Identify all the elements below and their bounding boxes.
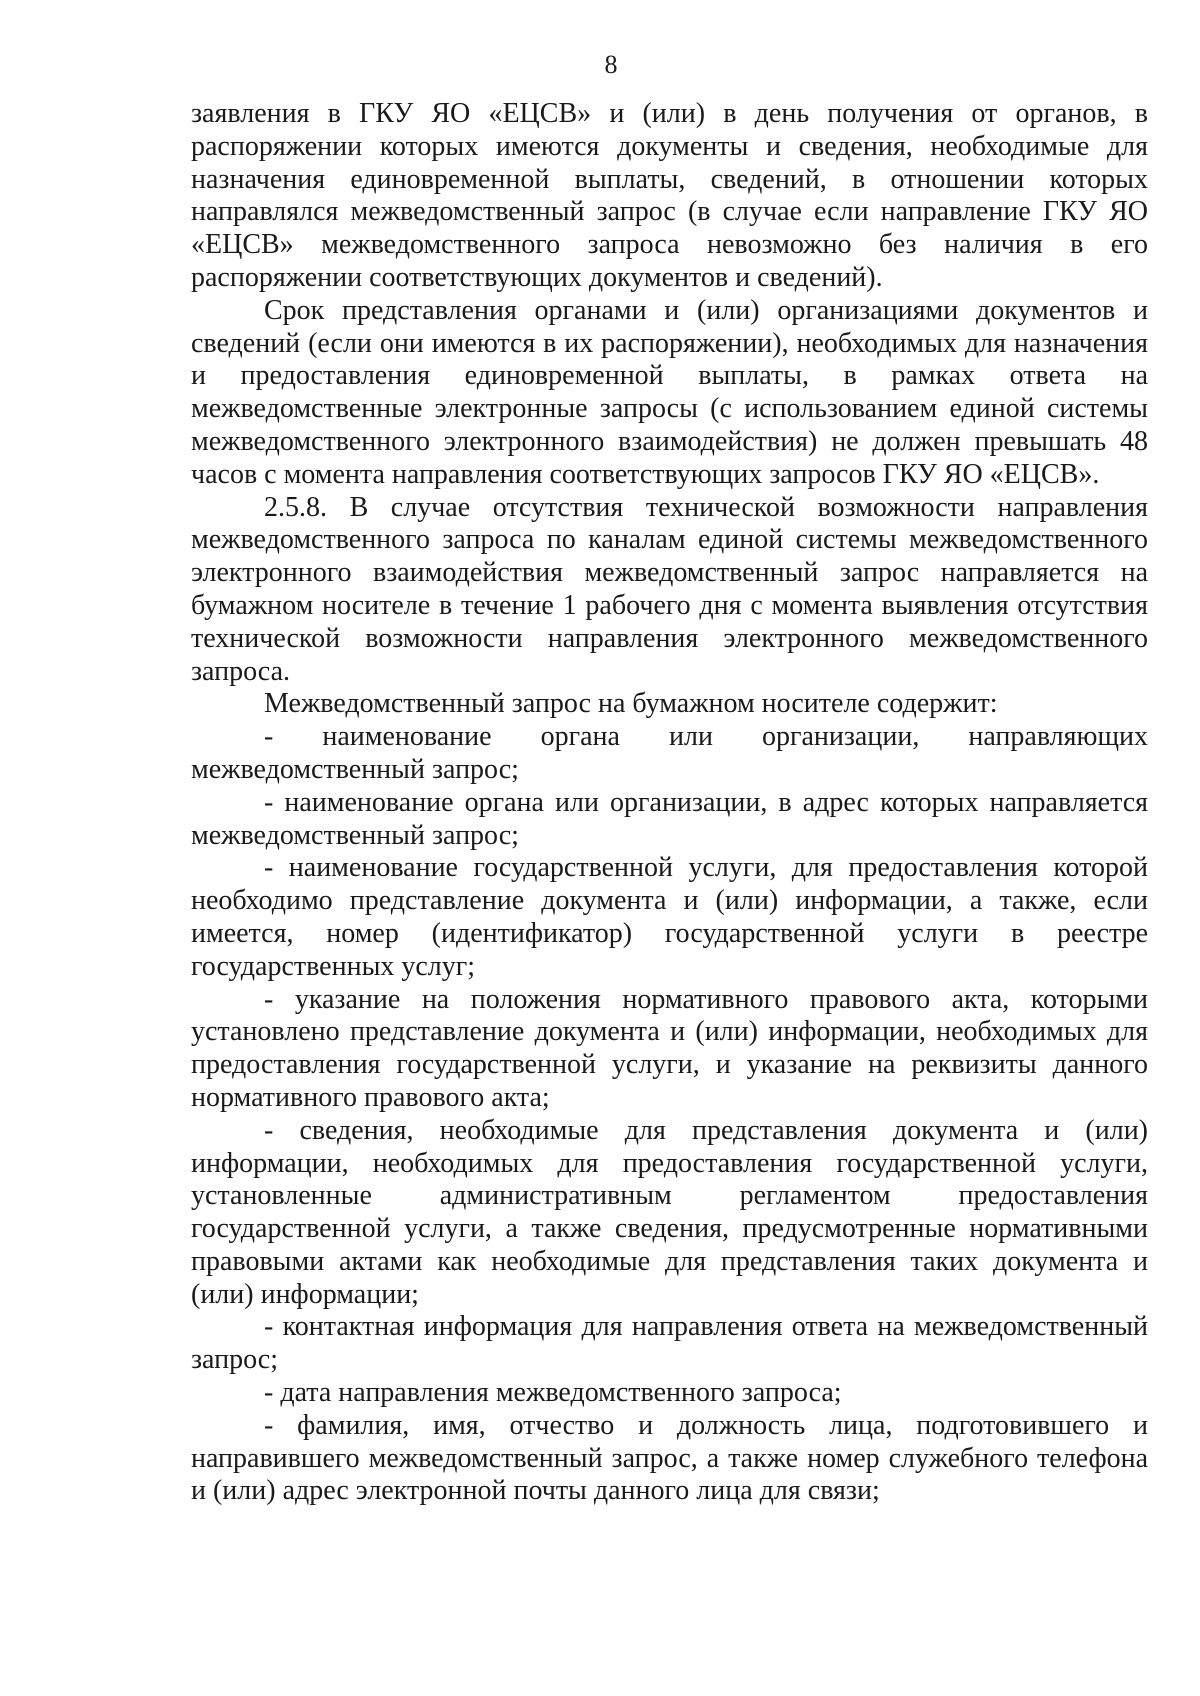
list-item-legal-act: - указание на положения нормативного правового акта, которыми установлено представление документа и (или) информации, необходимых для предоставления государственной услуги, и указание на реквизиты данного нормативного правового акта; — [191, 983, 1148, 1113]
paragraph-application-date: заявления в ГКУ ЯО «ЕЦСВ» и (или) в день получения от органов, в распоряжении которых имеются документы и сведения, необходимые для назначения единовременной выплаты, сведений, в отношении которых направлялся межведомственный запрос (в случае если направление ГКУ ЯО «ЕЦСВ» межведомственного запроса невозможно без наличия в его распоряжении соответствующих документов и сведений). — [191, 98, 1148, 293]
list-item-service-name: - наименование государственной услуги, для предоставления которой необходимо представление документа и (или) информации, а также, если имеется, номер (идентификатор) государственной услуги в реестре государственных услуг; — [191, 852, 1148, 982]
list-item-recipient-organ: - наименование органа или организации, в адрес которых направляется межведомственный запрос; — [191, 786, 1148, 851]
page-number: 8 — [604, 50, 618, 79]
list-item-required-information: - сведения, необходимые для представления документа и (или) информации, необходимых для предоставления государственной услуги, установленные административным регламентом предоставления государственной услуги, а также сведения, предусмотренные нормативными правовыми актами как необходимые для представления таких документа и (или) информации; — [191, 1114, 1148, 1310]
paragraph-response-deadline: Срок представления органами и (или) организациями документов и сведений (если они имеются в их распоряжении), необходимых для назначения и предоставления единовременной выплаты, в рамках ответа на межведомственные электронные запросы (с использованием единой системы межведомственного электронного взаимодействия) не должен превышать 48 часов с момента направления соответствующих запросов ГКУ ЯО «ЕЦСВ». — [191, 294, 1148, 490]
list-item-requesting-organ: - наименование органа или организации, направляющих межведомственный запрос; — [191, 721, 1148, 785]
document-body — [191, 98, 1148, 1508]
list-item-responsible-person: - фамилия, имя, отчество и должность лица, подготовившего и направившего межведомственный запрос, а также номер служебного телефона и (или) адрес электронной почты данного лица для связи; — [191, 1409, 1148, 1507]
paragraph-2-5-8: 2.5.8. В случае отсутствия технической возможности направления межведомственного запроса по каналам единой системы межведомственного электронного взаимодействия межведомственный запрос направляется на бумажном носителе в течение 1 рабочего дня с момента выявления отсутствия технической возможности направления электронного межведомственного запроса. — [191, 491, 1148, 687]
list-item-contact-info: - контактная информация для направления ответа на межведомственный запрос; — [191, 1311, 1148, 1376]
list-item-request-date: - дата направления межведомственного запроса; — [264, 1377, 842, 1409]
paragraph-paper-request-intro: Межведомственный запрос на бумажном носителе содержит: — [264, 688, 998, 720]
